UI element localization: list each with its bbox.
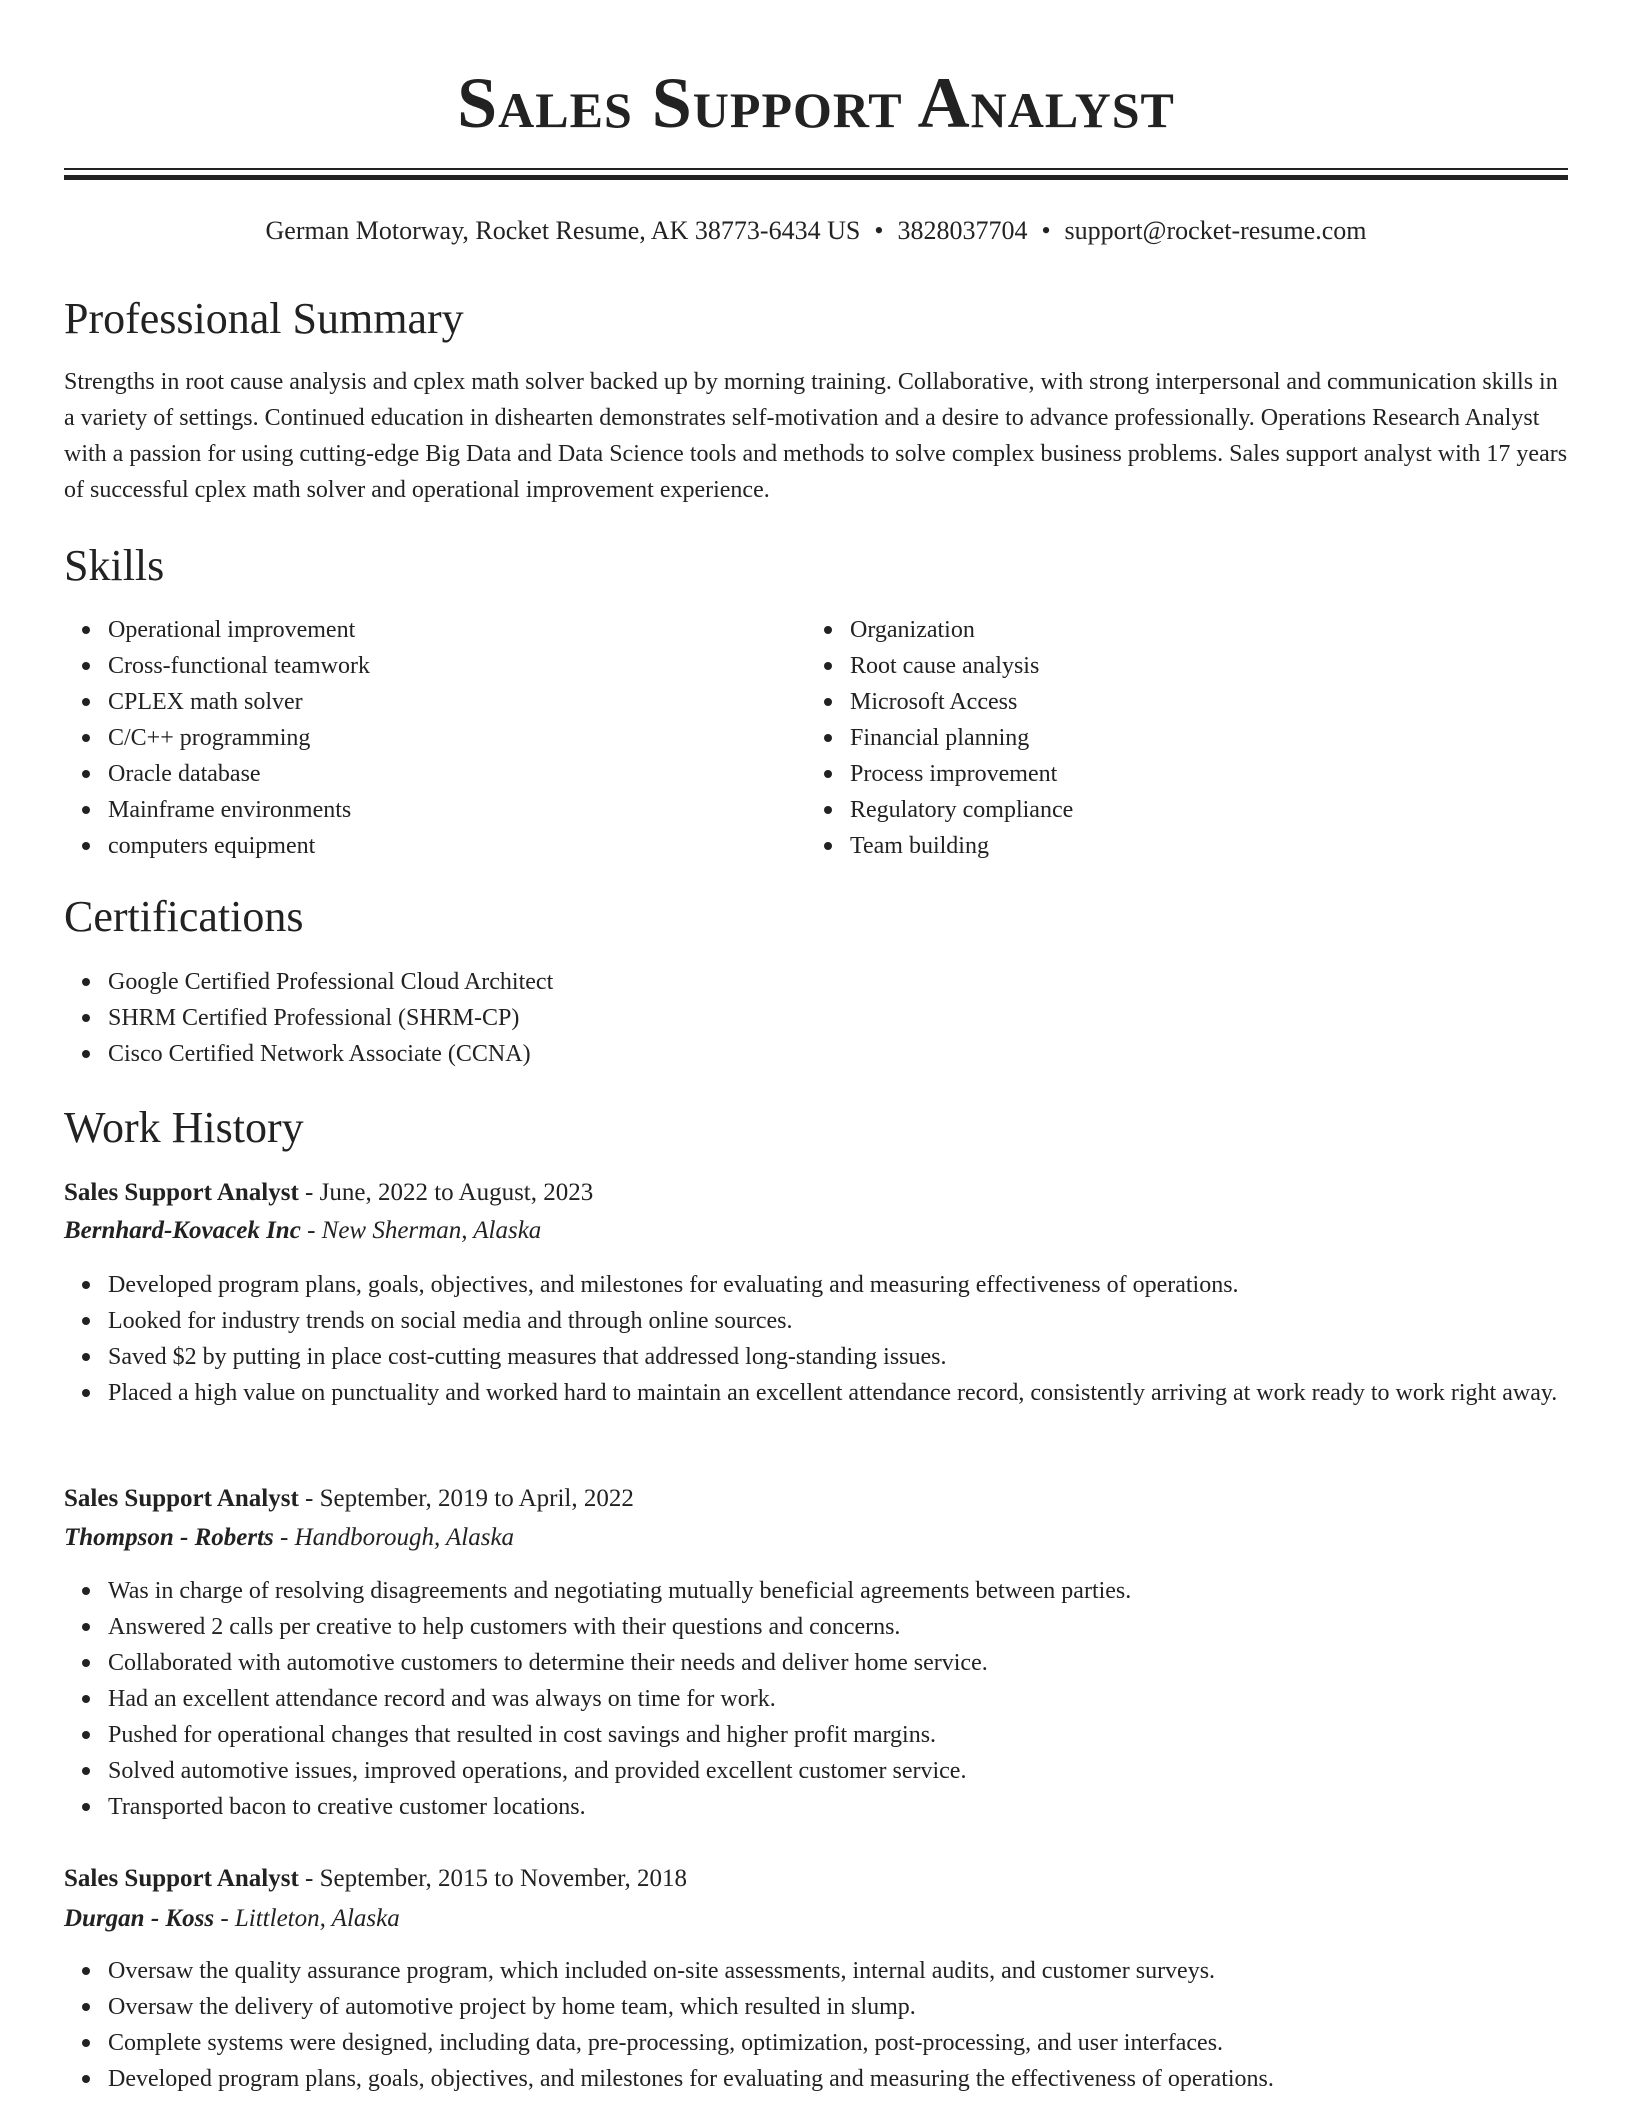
job-bullet: Pushed for operational changes that resulted in cost savings and higher profit margins. [64, 1717, 1568, 1753]
job-bullets [64, 1573, 1568, 1825]
certifications-list [64, 964, 1568, 1072]
skill-item: Mainframe environments [64, 792, 804, 828]
certifications-heading: Certifications [64, 892, 304, 941]
contact-separator: • [874, 216, 884, 245]
skill-item: CPLEX math solver [64, 684, 804, 720]
job-bullet: Oversaw the quality assurance program, which included on-site assessments, internal audits, and customer surveys. [64, 1953, 1568, 1989]
job-bullet: Oversaw the delivery of automotive project by home team, which resulted in slump. [64, 1989, 1568, 2025]
certification-item: Google Certified Professional Cloud Architect [64, 964, 1568, 1000]
skill-item: Organization [806, 612, 1546, 648]
job-location: Littleton, Alaska [234, 1905, 400, 1932]
skills-list-left [64, 612, 804, 864]
header-rule-thick [64, 175, 1568, 180]
skills-list-right [806, 612, 1546, 864]
job-title: Sales Support Analyst [64, 1865, 299, 1892]
job-title-line [64, 1481, 1568, 1517]
skill-item: computers equipment [64, 828, 804, 864]
job-title-line [64, 1175, 1568, 1211]
contact-phone: 3828037704 [897, 216, 1028, 245]
job-dash: - [273, 1524, 295, 1551]
summary-heading: Professional Summary [64, 294, 464, 343]
header-rule-thin [64, 168, 1568, 170]
skill-item: Process improvement [806, 756, 1546, 792]
skill-item: Financial planning [806, 720, 1546, 756]
job-title: Sales Support Analyst [64, 1485, 299, 1512]
job-bullet: Developed program plans, goals, objectives, and milestones for evaluating and measuring effectiveness of operations. [64, 1267, 1568, 1303]
job-title-line [64, 1861, 1568, 1897]
work-history-heading: Work History [64, 1103, 304, 1152]
job-bullets [64, 1267, 1568, 1411]
job-dash: - [298, 1485, 320, 1512]
job-company-line [64, 1901, 1568, 1937]
certification-item: SHRM Certified Professional (SHRM-CP) [64, 1000, 1568, 1036]
skill-item: Root cause analysis [806, 648, 1546, 684]
job-bullet: Placed a high value on punctuality and worked hard to maintain an excellent attendance record, consistently arriving at work ready to work right away. [64, 1375, 1568, 1411]
job-bullets [64, 1953, 1568, 2097]
job-dates: September, 2015 to November, 2018 [319, 1865, 687, 1892]
job-dash: - [214, 1905, 235, 1932]
skill-item: Microsoft Access [806, 684, 1546, 720]
job-dash: - [300, 1217, 322, 1244]
job-bullet: Was in charge of resolving disagreements and negotiating mutually beneficial agreements between parties. [64, 1573, 1568, 1609]
skill-item: Oracle database [64, 756, 804, 792]
job-bullet: Looked for industry trends on social media and through online sources. [64, 1303, 1568, 1339]
job-bullet: Saved $2 by putting in place cost-cutting measures that addressed long-standing issues. [64, 1339, 1568, 1375]
skill-item: Cross-functional teamwork [64, 648, 804, 684]
skill-item: Regulatory compliance [806, 792, 1546, 828]
job-location: Handborough, Alaska [294, 1524, 515, 1551]
skill-item: Team building [806, 828, 1546, 864]
skill-item: C/C++ programming [64, 720, 804, 756]
contact-line [64, 213, 1568, 249]
job-bullet: Had an excellent attendance record and was always on time for work. [64, 1681, 1568, 1717]
resume-title: Sales Support Analyst [457, 63, 1175, 143]
job-company-line [64, 1213, 1568, 1249]
job-dash: - [298, 1179, 320, 1206]
job-company: Bernhard-Kovacek Inc [64, 1217, 301, 1244]
job-bullet: Complete systems were designed, including data, pre-processing, optimization, post-processing, and user interfaces. [64, 2025, 1568, 2061]
job-company: Thompson - Roberts [64, 1524, 274, 1551]
job-bullet: Transported bacon to creative customer locations. [64, 1789, 1568, 1825]
contact-separator: • [1041, 216, 1051, 245]
job-company: Durgan - Koss [64, 1905, 215, 1932]
job-location: New Sherman, Alaska [321, 1217, 542, 1244]
certification-item: Cisco Certified Network Associate (CCNA) [64, 1036, 1568, 1072]
skills-heading: Skills [64, 541, 165, 590]
job-company-line [64, 1520, 1568, 1556]
job-dates: June, 2022 to August, 2023 [319, 1179, 594, 1206]
job-bullet: Solved automotive issues, improved operations, and provided excellent customer service. [64, 1753, 1568, 1789]
job-bullet: Collaborated with automotive customers to determine their needs and deliver home service. [64, 1645, 1568, 1681]
job-title: Sales Support Analyst [64, 1179, 299, 1206]
contact-address: German Motorway, Rocket Resume, AK 38773-6434 US [265, 216, 861, 245]
job-dash: - [298, 1865, 320, 1892]
job-bullet: Developed program plans, goals, objectives, and milestones for evaluating and measuring the effectiveness of operations. [64, 2061, 1568, 2097]
skill-item: Operational improvement [64, 612, 804, 648]
job-bullet: Answered 2 calls per creative to help customers with their questions and concerns. [64, 1609, 1568, 1645]
contact-email[interactable]: support@rocket-resume.com [1064, 216, 1367, 245]
summary-text: Strengths in root cause analysis and cplex math solver backed up by morning training. Collaborative, with strong interpersonal and communication skills in a variety of settings. Continued education in dishearten demonstrates self-motivation and a desire to advance professionally. Operations Research Analyst with a passion for using cutting-edge Big Data and Data Science tools and methods to solve complex business problems. Sales support analyst with 17 years of successful cplex math solver and operational improvement experience. [64, 369, 1568, 503]
job-dates: September, 2019 to April, 2022 [319, 1485, 634, 1512]
